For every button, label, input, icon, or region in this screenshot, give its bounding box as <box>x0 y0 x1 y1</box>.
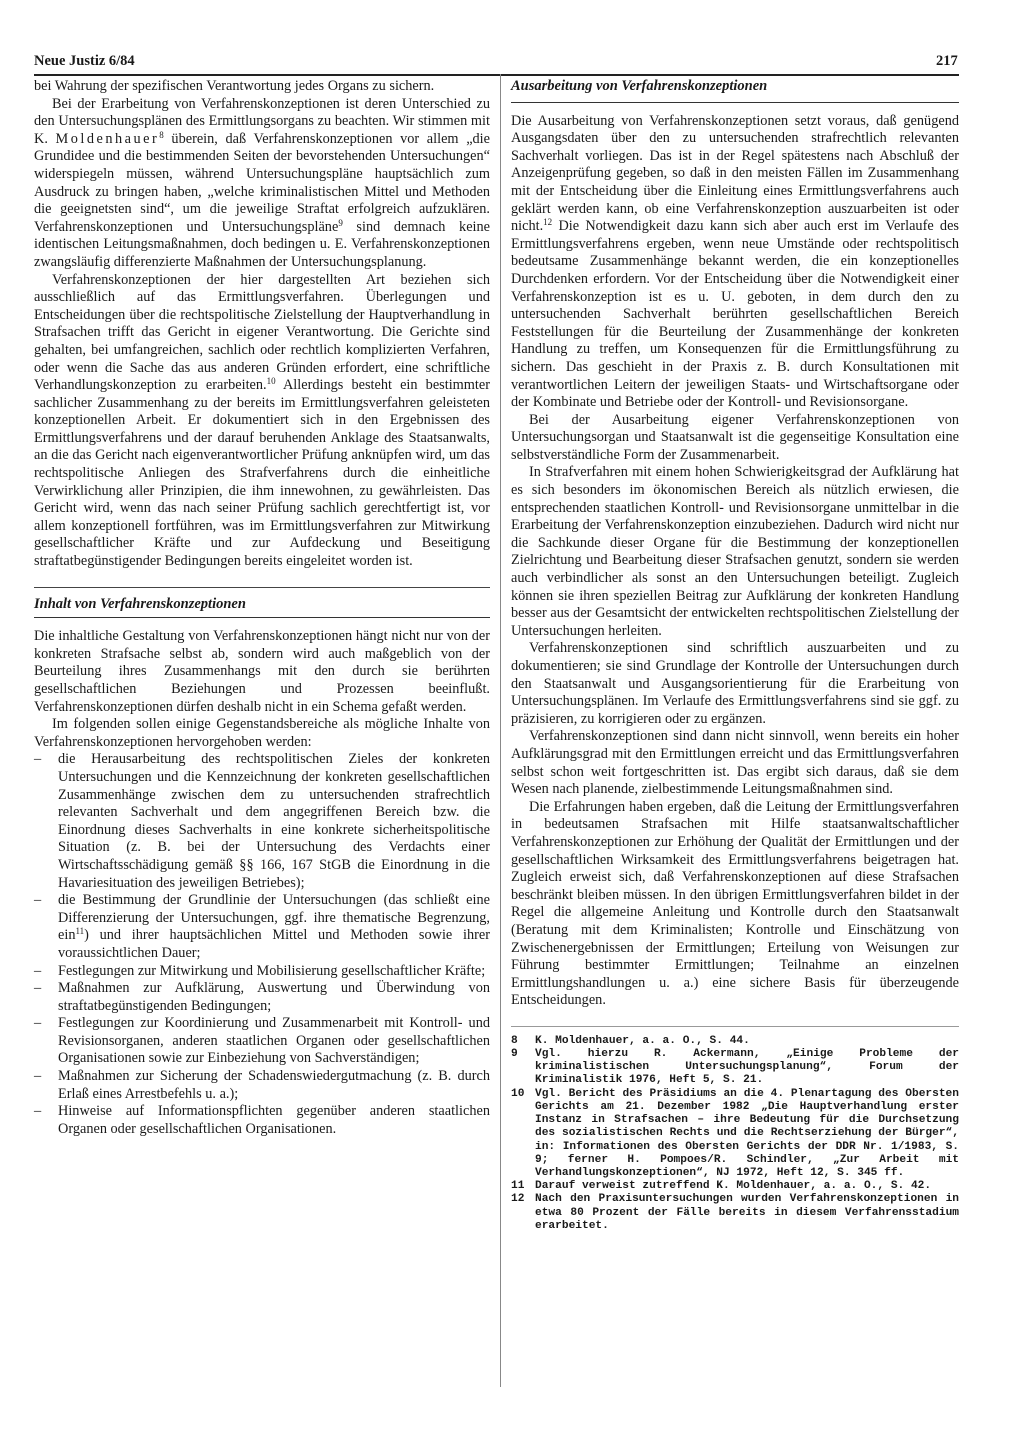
paragraph: Die Erfahrungen haben ergeben, daß die Leitung der Ermittlungsverfahren in bedeutsamen Strafsachen mit Hilfe staatsanwaltschaftlicher Verfahrenskonzeptionen zur Erhöhung der Qualität der Ermittlungen und der gesellschaftlichen Wirksamkeit des Ermittlungsverfahrens beigetragen hat. Zugleich erweist sich, daß Verfahrenskonzeptionen auf diese Strafsachen beschränkt bleiben müssen. In den übrigen Ermittlungsverfahren bildet in der Regel die allgemeine Anleitung und Kontrolle durch den Staatsanwalt (Beratung mit dem Kriminalisten; Kontrolle und Einschätzung von Zwischenergebnissen der Ermittlungen; Erteilung von Weisungen zur Führung bestimmter Ermittlungen; Teilnahme an einzelnen Ermittlungshandlungen u. a.) eine sichere Basis für überzeugende Entscheidungen. <box>511 798 959 1009</box>
footnote: 8 K. Moldenhauer, a. a. O., S. 44. <box>511 1034 750 1047</box>
page-number: 217 <box>936 53 958 69</box>
list-item: – Festlegungen zur Koordinierung und Zusammenarbeit mit Kontroll- und Revisionsorganen, anderen staatlichen Organen oder gesellschaftlichen Organisationen sowie zur Einbeziehung von Sachverständigen; <box>34 1015 490 1067</box>
footnote-ref: 12 <box>543 217 553 228</box>
paragraph: Verfahrenskonzeptionen sind schriftlich auszuarbeiten und zu dokumentieren; sie sind Grundlage der Kontrolle der Untersuchungen durch den Staatsanwalt und Ausgangsorientierung für die Erarbeitung von Untersuchungsplänen. Im Verlaufe des Ermittlungsverfahrens sind sie ggf. zu präzisieren, zu korrigieren oder zu ergänzen. <box>511 640 959 727</box>
paragraph: Verfahrenskonzeptionen der hier dargestellten Art beziehen sich ausschließlich auf das Ermittlungsverfahren. Überlegungen und Entscheidungen über die rechtspolitische Zielstellung der Hauptverhandlung in Strafsachen trifft das Gericht in eigener Verantwortung. Die Gerichte sind gehalten, bei umfangreichen, sachlich oder rechtlich komplizierten Verfahren, oder wenn die Sache das aus anderen Gründen erfordert, eine schriftliche Verhandlungskonzeption zu erarbeiten.$^{10}$ Allerdings besteht ein bestimmter sachlicher Zusammenhang zu der bereits im Ermittlungsverfahren geleisteten konzeptionellen Arbeit. Er dokumentiert sich in den Ergebnissen des Ermittlungsverfahrens und der darauf beruhenden Anklage des Staatsanwalts, an die das Gericht nach eigenverantwortlicher Prüfung anknüpfen wird, um das rechtspolitische Anliegen des Strafverfahrens durch die einheitliche Verwirklichung aller Prinzipien, die ihm innewohnen, zu gewährleisten. Das Gericht wird, wenn das nach seiner Prüfung sachlich gerechtfertigt ist, vor allem konzeptionell fortführen, was im Ermittlungsverfahren zur Mitwirkung gesellschaftlicher Kräfte und zur Aufdeckung und Beseitigung straftatbegünstigender Bedingungen bereits eingeleitet worden ist. <box>34 271 490 570</box>
footnote: 10 Vgl. Bericht des Präsidiums an die 4. Plenartagung des Obersten Gerichts am 21. Dezember 1982 „Die Hauptverhandlung erster Instanz in Strafsachen – ihre Bedeutung für die Durchsetzung des sozialistischen Rechts und die Rechtserziehung der Bürger“, in: Informationen des Obersten Gerichts der DDR Nr. 1/1983, S. 9; ferner H. Pompoes/R. Schindler, „Zur Arbeit mit Verhandlungskonzeptionen“, NJ 1972, Heft 12, S. 345 ff. <box>511 1087 959 1179</box>
left-column <box>34 78 490 1138</box>
journal-header: Neue Justiz 6/84 <box>34 53 135 69</box>
footnote-ref: 10 <box>266 376 276 387</box>
footnote: 9 Vgl. hierzu R. Ackermann, „Einige Probleme der kriminalistischen Untersuchungsplanung“, Forum der Kriminalistik 1976, Heft 5, S. 21. <box>511 1048 959 1087</box>
author-name: Moldenhauer <box>55 130 160 147</box>
paragraph: In Strafverfahren mit einem hohen Schwierigkeitsgrad der Aufklärung hat es sich besonders im ökonomischen Bereich als nützlich erwiesen, die entsprechenden staatlichen Kontroll- und Revisionsorgane unmittelbar in die Erarbeitung der Verfahrenskonzeption einzubeziehen. Dadurch wird nicht nur die Sachkunde dieser Organe für die Bestimmung der konzeptionellen Zielrichtung und Bearbeitung dieser Strafsachen genutzt, sondern sie werden auch verbindlicher als sonst an den Untersuchungen beteiligt. Zugleich können sie ihren speziellen Beitrag zur Aufklärung der konkreten Handlung besser aus der Gesamtsicht der entwickelten rechtspolitischen Zielstellung der Untersuchungen herleiten. <box>511 464 959 639</box>
footnote: 12 Nach den Praxisuntersuchungen wurden Verfahrenskonzeptionen in etwa 80 Prozent der Fälle bereits in diesem Verfahrensstadium erarbeitet. <box>511 1193 959 1232</box>
list-item: – Maßnahmen zur Aufklärung, Auswertung und Überwindung von straftatbegünstigenden Bedingungen; <box>34 980 490 1014</box>
paragraph: Bei der Ausarbeitung eigener Verfahrenskonzeptionen von Untersuchungsorgan und Staatsanwalt ist die gegenseitige Konsultation eine selbstverständliche Form der Zusammenarbeit. <box>511 411 959 463</box>
section-title: Inhalt von Verfahrenskonzeptionen <box>34 596 490 619</box>
right-column <box>511 78 959 1233</box>
paragraph: Im folgenden sollen einige Gegenstandsbereiche als mögliche Inhalte von Verfahrenskonzeptionen hervorgehoben werden: <box>34 716 490 750</box>
paragraph: Bei der Erarbeitung von Verfahrenskonzeptionen ist deren Unterschied zu den Untersuchungsplänen des Ermittlungsorgans zu beachten. Wir stimmen mit K. Moldenhauer$^8$ überein, daß Verfahrenskonzeptionen vor allem „die Grundidee und die bestimmenden Seiten der bevorstehenden Untersuchungen“ widerspiegeln müssen, während Untersuchungspläne hauptsächlich zum Ausdruck zu bringen haben, „welche kriminalistischen Mittel und Methoden die geeignetsten sind“, um die jeweilige Straftat erfolgreich aufzuklären. Verfahrenskonzeptionen und Untersuchungspläne$^9$ sind demnach keine identischen Leitungsmaßnahmen, doch bedingen u. E. Verfahrenskonzeptionen zwangsläufig differenzierte Maßnahmen der Untersuchungsplanung. <box>34 95 491 270</box>
footnote-ref: 8 <box>159 129 164 140</box>
paragraph: Verfahrenskonzeptionen sind dann nicht sinnvoll, wenn bereits ein hoher Aufklärungsgrad mit den Ermittlungen erreicht und das Ermittlungsverfahren selbst schon weit fortgeschritten ist. Das ergibt sich daraus, daß sie dem Wesen nach planende, zielbestimmende Leitungsmaßnahmen sind. <box>511 728 959 798</box>
paragraph: Die inhaltliche Gestaltung von Verfahrenskonzeptionen hängt nicht nur von der konkreten Strafsache selbst ab, sondern wird auch maßgeblich von der Beurteilung ihres Zusammenhangs mit den durch sie berührten gesellschaftlichen Beziehungen und Prozessen beeinflußt. Verfahrenskonzeptionen dürfen deshalb nicht in ein Schema gefaßt werden. <box>34 628 490 715</box>
column-separator <box>500 74 501 1387</box>
section-divider <box>34 587 490 588</box>
list-item: – die Herausarbeitung des rechtspolitischen Zieles der konkreten Untersuchungen und die Kennzeichnung der konkreten gesellschaftlichen Zusammenhänge zwischen dem zu untersuchenden strafrechtlich relevanten Sachverhalt und dem angegriffenen Bereich bzw. die Einordnung dieses Sachverhalts in eine konkrete sicherheitspolitische Situation (z. B. bei der Untersuchung des Verdachts einer Wirtschaftsschädigung gemäß §§ 166, 167 StGB die Einordnung in die Havariesituation des jeweiligen Betriebes); <box>34 751 490 891</box>
list-item: – Hinweise auf Informationspflichten gegenüber anderen staatlichen Organen oder gesellschaftlichen Organisationen. <box>34 1103 490 1137</box>
list-item: – Maßnahmen zur Sicherung der Schadenswiedergutmachung (z. B. durch Erlaß eines Arrestbefehls u. a.); <box>34 1068 490 1102</box>
footnote: 11 Darauf verweist zutreffend K. Moldenhauer, a. a. O., S. 42. <box>511 1180 932 1193</box>
paragraph: Die Ausarbeitung von Verfahrenskonzeptionen setzt voraus, daß genügend Ausgangsdaten über den zu untersuchenden strafrechtlich relevanten Sachverhalt vorliegen. Das ist in der Regel spätestens nach Abschluß der Anzeigenprüfung gegeben, so daß in den meisten Fällen im Zusammenhang mit der Entscheidung über die Einleitung eines Ermittlungsverfahrens auch geklärt werden kann, ob eine Verfahrenskonzeption auszuarbeiten ist oder nicht.$^{12}$ Die Notwendigkeit dazu kann sich aber auch erst im Verlaufe des Ermittlungsverfahrens ergeben, wenn neue Umstände oder rechtspolitisch bedeutsame Zusammenhänge bekannt werden, die ein konzeptionelles Durchdenken erfordern. Vor der Entscheidung über die Notwendigkeit einer Verfahrenskonzeption ist es u. U. geboten, in dem durch den zu untersuchenden Sachverhalt berührten gesellschaftlichen Bereich Feststellungen für die Beurteilung der Zusammenhänge der konkreten Handlung zu treffen, um Konsequenzen für die Ermittlungsführung zu sichern. Das geschieht in der Praxis z. B. durch Konsultationen mit verantwortlichen Leitern der jeweiligen Staats- und Wirtschaftsorgane oder der Kombinate und Betriebe oder der Kontroll- und Revisionsorgane. <box>511 112 959 411</box>
content-list <box>34 751 490 1138</box>
footnotes <box>511 1026 959 1233</box>
paragraph: bei Wahrung der spezifischen Verantwortung jedes Organs zu sichern. <box>34 78 435 94</box>
list-item: – die Bestimmung der Grundlinie der Untersuchungen (das schließt eine Differenzierung der Untersuchungen, ggf. ihre thematische Begrenzung, ein$^{11}$) und ihrer hauptsächlichen Mittel und Methoden sowie ihrer voraussichtlichen Dauer; <box>34 892 490 961</box>
header-rule <box>34 74 959 76</box>
footnote-ref: 9 <box>338 217 343 228</box>
section-title: Ausarbeitung von Verfahrenskonzeptionen <box>511 78 959 103</box>
footnote-ref: 11 <box>75 926 85 937</box>
list-item: – Festlegungen zur Mitwirkung und Mobilisierung gesellschaftlicher Kräfte; <box>34 962 486 979</box>
